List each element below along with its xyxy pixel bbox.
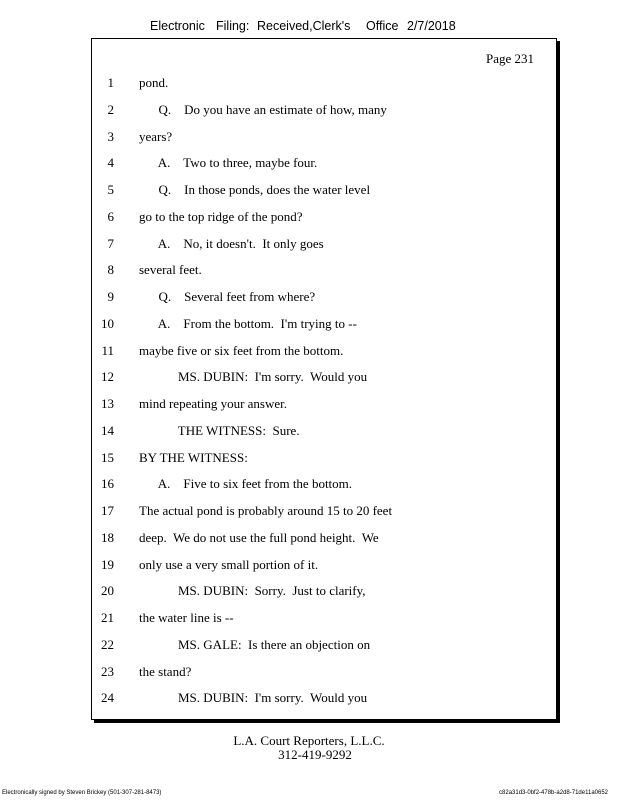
line-text: mind repeating your answer.: [139, 396, 288, 411]
filing-stamp-header: [0, 19, 618, 37]
transcript-line: [92, 155, 556, 175]
line-text: The actual pond is probably around 15 to 20 feet: [139, 503, 393, 518]
line-text: THE WITNESS: Sure.: [139, 422, 300, 438]
line-number: 11: [101, 342, 114, 358]
header-word-filing: Filing:: [216, 19, 250, 33]
transcript-line: [92, 423, 556, 443]
line-text: go to the top ridge of the pond?: [139, 208, 303, 224]
transcript-line: [92, 129, 556, 149]
transcript-line: [92, 664, 556, 684]
transcript-line: [92, 476, 556, 496]
transcript-line: [92, 450, 556, 470]
header-word-electronic: Electronic: [150, 19, 205, 33]
signature-right: c82a31d3-0bf2-478b-a2d8-71de11a0652: [499, 790, 608, 796]
line-text: the stand?: [139, 663, 192, 679]
transcript-line: [92, 236, 556, 256]
reporter-company: L.A. Court Reporters, L.L.C.: [233, 733, 385, 748]
line-number: 3: [107, 128, 114, 144]
line-number: 13: [101, 396, 114, 411]
transcript-line: [92, 343, 556, 363]
line-number: 20: [101, 583, 114, 599]
line-number: 16: [101, 476, 114, 492]
line-number: 19: [101, 556, 114, 572]
line-text: years?: [139, 128, 173, 144]
transcript-line: [92, 369, 556, 389]
line-text: A. From the bottom. I'm trying to --: [139, 315, 357, 331]
line-text: several feet.: [139, 262, 202, 278]
reporter-phone: 312-419-9292: [278, 747, 352, 762]
line-text: the water line is --: [139, 610, 234, 625]
line-number: 7: [107, 235, 114, 251]
line-text: maybe five or six feet from the bottom.: [139, 342, 344, 358]
transcript-line: [92, 690, 556, 710]
line-number: 2: [107, 101, 114, 117]
line-number: 6: [107, 208, 114, 224]
line-text: A. Two to three, maybe four.: [139, 155, 318, 171]
line-number: 24: [101, 690, 114, 706]
line-number: 12: [101, 369, 114, 385]
line-text: pond.: [139, 75, 169, 90]
line-number: 9: [107, 289, 114, 304]
line-number: 14: [101, 422, 114, 438]
transcript-line: [92, 583, 556, 603]
transcript-line: [92, 637, 556, 657]
line-text: BY THE WITNESS:: [139, 449, 248, 465]
line-text: MS. GALE: Is there an objection on: [139, 636, 371, 652]
transcript-line: [92, 503, 556, 523]
line-number: 23: [101, 663, 114, 679]
transcript-line: [92, 102, 556, 122]
line-text: only use a very small portion of it.: [139, 556, 319, 572]
header-word-received: Received,Clerk's: [257, 19, 351, 33]
transcript-page: [91, 38, 557, 720]
line-text: MS. DUBIN: I'm sorry. Would you: [139, 369, 368, 385]
line-number: 1: [107, 75, 114, 90]
line-number: 21: [101, 610, 114, 625]
line-number: 8: [107, 262, 114, 278]
header-word-office: Office: [366, 19, 399, 33]
signature-left: Electronically signed by Steven Brickey (501-307-281-8473): [2, 790, 162, 796]
line-number: 15: [101, 449, 114, 465]
transcript-line: [92, 289, 556, 309]
line-text: A. Five to six feet from the bottom.: [139, 476, 353, 492]
transcript-line: [92, 316, 556, 336]
transcript-line: [92, 396, 556, 416]
page-number: Page 231: [485, 51, 534, 66]
line-text: Q. In those ponds, does the water level: [139, 182, 371, 197]
header-word-date: 2/7/2018: [407, 19, 456, 33]
line-text: Q. Do you have an estimate of how, many: [139, 101, 387, 117]
line-number: 5: [107, 182, 114, 197]
transcript-line: [92, 610, 556, 630]
transcript-line: [92, 262, 556, 282]
line-number: 22: [101, 636, 114, 652]
transcript-line: [92, 530, 556, 550]
line-text: deep. We do not use the full pond height. We: [139, 529, 379, 545]
line-number: 18: [101, 529, 114, 545]
line-text: MS. DUBIN: Sorry. Just to clarify,: [139, 583, 366, 599]
line-number: 4: [107, 155, 114, 171]
line-text: MS. DUBIN: I'm sorry. Would you: [139, 690, 368, 706]
transcript-line: [92, 557, 556, 577]
line-number: 10: [101, 315, 114, 331]
line-text: A. No, it doesn't. It only goes: [139, 235, 324, 251]
transcript-line: [92, 209, 556, 229]
line-text: Q. Several feet from where?: [139, 289, 316, 304]
line-number: 17: [101, 503, 114, 518]
transcript-line: [92, 75, 556, 95]
transcript-line: [92, 182, 556, 202]
